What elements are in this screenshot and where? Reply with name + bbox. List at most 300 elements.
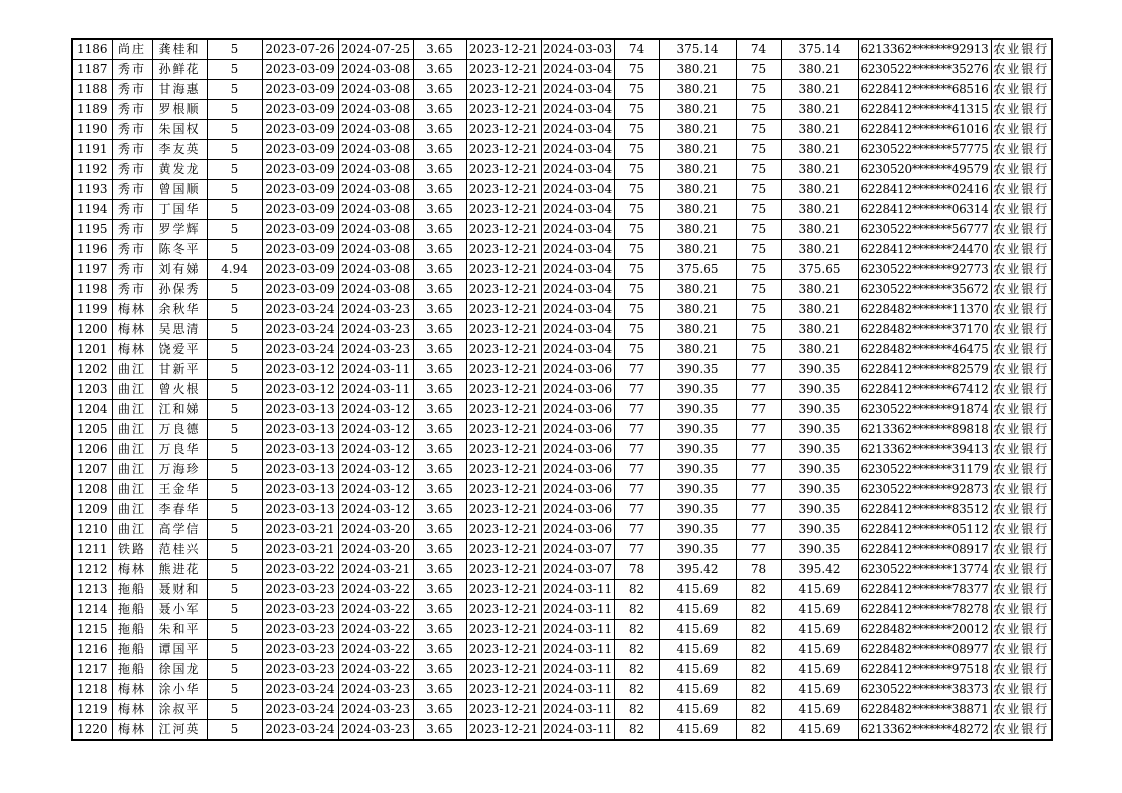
cell-interest2: 390.35 (781, 480, 858, 500)
cell-no: 1206 (72, 440, 112, 460)
cell-name: 余秋华 (152, 300, 207, 320)
cell-no: 1211 (72, 540, 112, 560)
cell-days2: 82 (736, 580, 781, 600)
cell-days2: 77 (736, 480, 781, 500)
cell-bank: 农业银行 (991, 400, 1052, 420)
cell-loan-end: 2024-03-23 (338, 720, 413, 741)
cell-no: 1188 (72, 80, 112, 100)
cell-town: 拖船 (112, 580, 152, 600)
cell-rate: 3.65 (413, 340, 466, 360)
cell-town: 秀市 (112, 80, 152, 100)
cell-account: 6228482*******38871 (858, 700, 991, 720)
table-row (72, 420, 1052, 440)
cell-loan-start: 2023-03-09 (262, 260, 338, 280)
cell-account: 6228482*******08977 (858, 640, 991, 660)
cell-rate: 3.65 (413, 380, 466, 400)
cell-int-start: 2023-12-21 (466, 100, 541, 120)
cell-int-start: 2023-12-21 (466, 640, 541, 660)
cell-interest2: 415.69 (781, 720, 858, 741)
cell-int-end: 2024-03-11 (541, 580, 614, 600)
cell-amount: 5 (207, 520, 262, 540)
cell-days: 77 (614, 360, 659, 380)
cell-days: 77 (614, 520, 659, 540)
cell-town: 秀市 (112, 60, 152, 80)
table-row (72, 120, 1052, 140)
cell-interest: 415.69 (659, 640, 736, 660)
cell-no: 1193 (72, 180, 112, 200)
cell-no: 1209 (72, 500, 112, 520)
cell-loan-end: 2024-03-08 (338, 100, 413, 120)
cell-rate: 3.65 (413, 220, 466, 240)
cell-loan-end: 2024-03-12 (338, 400, 413, 420)
table-row (72, 600, 1052, 620)
cell-loan-start: 2023-03-23 (262, 620, 338, 640)
cell-loan-end: 2024-03-08 (338, 200, 413, 220)
cell-interest: 380.21 (659, 220, 736, 240)
cell-days2: 75 (736, 320, 781, 340)
cell-name: 聂财和 (152, 580, 207, 600)
cell-town: 拖船 (112, 620, 152, 640)
cell-int-end: 2024-03-11 (541, 620, 614, 640)
cell-loan-start: 2023-03-09 (262, 240, 338, 260)
cell-bank: 农业银行 (991, 620, 1052, 640)
cell-days: 82 (614, 580, 659, 600)
cell-bank: 农业银行 (991, 60, 1052, 80)
cell-town: 秀市 (112, 240, 152, 260)
loan-interest-table (71, 38, 1053, 741)
cell-interest: 380.21 (659, 340, 736, 360)
cell-interest: 390.35 (659, 380, 736, 400)
cell-int-end: 2024-03-04 (541, 160, 614, 180)
cell-account: 6228412*******41315 (858, 100, 991, 120)
cell-rate: 3.65 (413, 240, 466, 260)
cell-no: 1218 (72, 680, 112, 700)
cell-amount: 5 (207, 80, 262, 100)
cell-interest2: 415.69 (781, 660, 858, 680)
cell-interest: 415.69 (659, 660, 736, 680)
cell-interest: 415.69 (659, 680, 736, 700)
cell-name: 刘有娣 (152, 260, 207, 280)
cell-town: 梅林 (112, 680, 152, 700)
cell-bank: 农业银行 (991, 360, 1052, 380)
table-row (72, 160, 1052, 180)
cell-days2: 82 (736, 720, 781, 741)
cell-days2: 75 (736, 220, 781, 240)
cell-days: 82 (614, 600, 659, 620)
cell-interest: 390.35 (659, 500, 736, 520)
cell-int-start: 2023-12-21 (466, 660, 541, 680)
cell-rate: 3.65 (413, 640, 466, 660)
cell-name: 徐国龙 (152, 660, 207, 680)
cell-amount: 5 (207, 500, 262, 520)
cell-days2: 77 (736, 420, 781, 440)
cell-days: 77 (614, 500, 659, 520)
cell-interest2: 415.69 (781, 600, 858, 620)
cell-interest: 390.35 (659, 400, 736, 420)
cell-bank: 农业银行 (991, 520, 1052, 540)
cell-int-end: 2024-03-06 (541, 520, 614, 540)
cell-loan-end: 2024-03-12 (338, 420, 413, 440)
cell-interest2: 380.21 (781, 140, 858, 160)
cell-amount: 5 (207, 200, 262, 220)
table-row (72, 380, 1052, 400)
table-row (72, 260, 1052, 280)
cell-name: 甘新平 (152, 360, 207, 380)
cell-account: 6230522*******35672 (858, 280, 991, 300)
cell-days: 75 (614, 140, 659, 160)
cell-days2: 75 (736, 160, 781, 180)
cell-int-start: 2023-12-21 (466, 680, 541, 700)
cell-rate: 3.65 (413, 360, 466, 380)
cell-interest2: 380.21 (781, 60, 858, 80)
cell-amount: 5 (207, 240, 262, 260)
cell-loan-end: 2024-03-11 (338, 360, 413, 380)
cell-days: 82 (614, 620, 659, 640)
cell-no: 1210 (72, 520, 112, 540)
cell-town: 秀市 (112, 260, 152, 280)
cell-int-start: 2023-12-21 (466, 200, 541, 220)
cell-name: 李友英 (152, 140, 207, 160)
cell-town: 秀市 (112, 280, 152, 300)
cell-no: 1201 (72, 340, 112, 360)
cell-account: 6228482*******46475 (858, 340, 991, 360)
cell-int-end: 2024-03-04 (541, 120, 614, 140)
table-row (72, 340, 1052, 360)
cell-int-end: 2024-03-06 (541, 380, 614, 400)
cell-int-start: 2023-12-21 (466, 60, 541, 80)
cell-interest: 375.65 (659, 260, 736, 280)
cell-no: 1204 (72, 400, 112, 420)
cell-interest: 415.69 (659, 720, 736, 741)
cell-loan-end: 2024-03-12 (338, 480, 413, 500)
cell-account: 6228412*******82579 (858, 360, 991, 380)
cell-rate: 3.65 (413, 180, 466, 200)
cell-loan-end: 2024-03-23 (338, 320, 413, 340)
cell-days2: 77 (736, 400, 781, 420)
cell-name: 谭国平 (152, 640, 207, 660)
cell-loan-end: 2024-03-08 (338, 220, 413, 240)
cell-loan-start: 2023-07-26 (262, 39, 338, 60)
cell-amount: 5 (207, 100, 262, 120)
cell-int-end: 2024-03-06 (541, 440, 614, 460)
cell-interest2: 380.21 (781, 340, 858, 360)
cell-interest2: 415.69 (781, 580, 858, 600)
cell-town: 尚庄 (112, 39, 152, 60)
cell-int-end: 2024-03-04 (541, 140, 614, 160)
cell-int-start: 2023-12-21 (466, 480, 541, 500)
cell-rate: 3.65 (413, 200, 466, 220)
cell-loan-start: 2023-03-24 (262, 340, 338, 360)
cell-no: 1198 (72, 280, 112, 300)
cell-town: 秀市 (112, 220, 152, 240)
cell-town: 曲江 (112, 380, 152, 400)
cell-amount: 5 (207, 460, 262, 480)
table-row (72, 460, 1052, 480)
cell-no: 1215 (72, 620, 112, 640)
cell-town: 曲江 (112, 440, 152, 460)
cell-int-end: 2024-03-04 (541, 260, 614, 280)
cell-days: 75 (614, 340, 659, 360)
cell-interest: 380.21 (659, 200, 736, 220)
cell-bank: 农业银行 (991, 260, 1052, 280)
cell-loan-end: 2024-03-08 (338, 240, 413, 260)
cell-name: 万良华 (152, 440, 207, 460)
cell-name: 朱国权 (152, 120, 207, 140)
cell-interest2: 415.69 (781, 680, 858, 700)
cell-int-start: 2023-12-21 (466, 440, 541, 460)
cell-loan-start: 2023-03-24 (262, 680, 338, 700)
cell-int-start: 2023-12-21 (466, 420, 541, 440)
cell-interest2: 380.21 (781, 320, 858, 340)
cell-interest2: 380.21 (781, 200, 858, 220)
cell-no: 1213 (72, 580, 112, 600)
cell-rate: 3.65 (413, 320, 466, 340)
table-row (72, 500, 1052, 520)
cell-interest2: 380.21 (781, 80, 858, 100)
cell-bank: 农业银行 (991, 140, 1052, 160)
cell-days2: 82 (736, 640, 781, 660)
cell-name: 黄发龙 (152, 160, 207, 180)
cell-amount: 5 (207, 340, 262, 360)
cell-days: 75 (614, 180, 659, 200)
cell-amount: 5 (207, 700, 262, 720)
cell-int-start: 2023-12-21 (466, 260, 541, 280)
cell-town: 梅林 (112, 300, 152, 320)
cell-interest: 390.35 (659, 420, 736, 440)
table-row (72, 200, 1052, 220)
cell-int-start: 2023-12-21 (466, 520, 541, 540)
cell-interest: 415.69 (659, 600, 736, 620)
cell-town: 梅林 (112, 340, 152, 360)
cell-int-end: 2024-03-07 (541, 540, 614, 560)
cell-loan-end: 2024-03-08 (338, 60, 413, 80)
cell-loan-end: 2024-03-12 (338, 440, 413, 460)
cell-no: 1191 (72, 140, 112, 160)
cell-days: 75 (614, 260, 659, 280)
cell-rate: 3.65 (413, 580, 466, 600)
cell-account: 6230522*******91874 (858, 400, 991, 420)
cell-days2: 75 (736, 100, 781, 120)
cell-interest2: 390.35 (781, 460, 858, 480)
cell-int-end: 2024-03-04 (541, 220, 614, 240)
cell-int-end: 2024-03-06 (541, 420, 614, 440)
cell-int-end: 2024-03-06 (541, 480, 614, 500)
cell-loan-start: 2023-03-13 (262, 460, 338, 480)
cell-amount: 5 (207, 220, 262, 240)
cell-rate: 3.65 (413, 500, 466, 520)
cell-days: 77 (614, 440, 659, 460)
table-row (72, 440, 1052, 460)
cell-days2: 77 (736, 520, 781, 540)
cell-bank: 农业银行 (991, 300, 1052, 320)
cell-int-end: 2024-03-11 (541, 600, 614, 620)
table-row (72, 720, 1052, 741)
cell-interest: 390.35 (659, 460, 736, 480)
cell-amount: 5 (207, 280, 262, 300)
cell-no: 1208 (72, 480, 112, 500)
cell-loan-end: 2024-03-08 (338, 260, 413, 280)
cell-int-start: 2023-12-21 (466, 620, 541, 640)
cell-int-start: 2023-12-21 (466, 140, 541, 160)
cell-days2: 75 (736, 260, 781, 280)
cell-interest2: 380.21 (781, 280, 858, 300)
cell-interest2: 375.14 (781, 39, 858, 60)
cell-amount: 5 (207, 360, 262, 380)
cell-int-start: 2023-12-21 (466, 39, 541, 60)
cell-int-end: 2024-03-04 (541, 60, 614, 80)
cell-interest2: 390.35 (781, 440, 858, 460)
cell-int-end: 2024-03-11 (541, 700, 614, 720)
cell-name: 曾国顺 (152, 180, 207, 200)
cell-town: 梅林 (112, 320, 152, 340)
cell-account: 6228412*******02416 (858, 180, 991, 200)
cell-days: 75 (614, 300, 659, 320)
cell-interest: 390.35 (659, 520, 736, 540)
cell-days2: 77 (736, 500, 781, 520)
cell-amount: 5 (207, 140, 262, 160)
cell-account: 6230522*******13774 (858, 560, 991, 580)
cell-loan-end: 2024-03-08 (338, 160, 413, 180)
cell-bank: 农业银行 (991, 440, 1052, 460)
cell-rate: 3.65 (413, 440, 466, 460)
cell-account: 6228412*******24470 (858, 240, 991, 260)
cell-account: 6228412*******68516 (858, 80, 991, 100)
cell-amount: 5 (207, 600, 262, 620)
cell-account: 6230522*******92873 (858, 480, 991, 500)
cell-name: 江河英 (152, 720, 207, 741)
table-row (72, 180, 1052, 200)
cell-days2: 82 (736, 660, 781, 680)
cell-loan-end: 2024-03-22 (338, 580, 413, 600)
cell-interest2: 380.21 (781, 240, 858, 260)
cell-no: 1205 (72, 420, 112, 440)
cell-town: 曲江 (112, 460, 152, 480)
cell-account: 6228412*******78278 (858, 600, 991, 620)
cell-amount: 5 (207, 720, 262, 741)
cell-town: 拖船 (112, 660, 152, 680)
cell-int-start: 2023-12-21 (466, 380, 541, 400)
cell-bank: 农业银行 (991, 320, 1052, 340)
cell-rate: 3.65 (413, 160, 466, 180)
cell-days2: 82 (736, 680, 781, 700)
cell-interest: 390.35 (659, 360, 736, 380)
cell-int-end: 2024-03-03 (541, 39, 614, 60)
cell-name: 罗学辉 (152, 220, 207, 240)
cell-int-start: 2023-12-21 (466, 500, 541, 520)
cell-account: 6228412*******05112 (858, 520, 991, 540)
table-row (72, 480, 1052, 500)
cell-days: 75 (614, 240, 659, 260)
table-row (72, 39, 1052, 60)
cell-name: 万海珍 (152, 460, 207, 480)
cell-days2: 77 (736, 360, 781, 380)
cell-amount: 5 (207, 180, 262, 200)
table-row (72, 140, 1052, 160)
table-row (72, 700, 1052, 720)
cell-rate: 3.65 (413, 480, 466, 500)
cell-int-end: 2024-03-07 (541, 560, 614, 580)
cell-int-start: 2023-12-21 (466, 320, 541, 340)
cell-days: 77 (614, 380, 659, 400)
cell-amount: 5 (207, 680, 262, 700)
cell-no: 1197 (72, 260, 112, 280)
table-row (72, 540, 1052, 560)
cell-interest: 380.21 (659, 60, 736, 80)
table-row (72, 300, 1052, 320)
table-body (72, 39, 1052, 740)
cell-account: 6230522*******56777 (858, 220, 991, 240)
cell-int-end: 2024-03-06 (541, 500, 614, 520)
cell-loan-end: 2024-03-08 (338, 140, 413, 160)
cell-town: 秀市 (112, 140, 152, 160)
cell-town: 曲江 (112, 480, 152, 500)
cell-loan-end: 2024-03-23 (338, 340, 413, 360)
cell-days2: 82 (736, 600, 781, 620)
cell-days: 77 (614, 420, 659, 440)
cell-loan-end: 2024-03-20 (338, 520, 413, 540)
cell-bank: 农业银行 (991, 220, 1052, 240)
cell-interest2: 380.21 (781, 120, 858, 140)
cell-int-end: 2024-03-04 (541, 200, 614, 220)
cell-name: 涂小华 (152, 680, 207, 700)
cell-amount: 5 (207, 60, 262, 80)
cell-int-end: 2024-03-06 (541, 460, 614, 480)
cell-loan-end: 2024-03-08 (338, 280, 413, 300)
cell-account: 6230520*******49579 (858, 160, 991, 180)
cell-days2: 77 (736, 540, 781, 560)
cell-loan-start: 2023-03-09 (262, 140, 338, 160)
cell-days2: 75 (736, 120, 781, 140)
cell-int-end: 2024-03-06 (541, 360, 614, 380)
cell-bank: 农业银行 (991, 460, 1052, 480)
cell-days2: 78 (736, 560, 781, 580)
cell-name: 甘海惠 (152, 80, 207, 100)
cell-interest2: 390.35 (781, 540, 858, 560)
cell-interest: 380.21 (659, 280, 736, 300)
cell-loan-end: 2024-03-08 (338, 120, 413, 140)
cell-name: 孙鲜花 (152, 60, 207, 80)
cell-interest2: 390.35 (781, 400, 858, 420)
cell-days: 75 (614, 220, 659, 240)
cell-int-start: 2023-12-21 (466, 80, 541, 100)
cell-no: 1195 (72, 220, 112, 240)
cell-days2: 75 (736, 60, 781, 80)
cell-int-start: 2023-12-21 (466, 400, 541, 420)
cell-interest2: 415.69 (781, 640, 858, 660)
cell-amount: 5 (207, 620, 262, 640)
cell-account: 6228412*******08917 (858, 540, 991, 560)
cell-account: 6230522*******38373 (858, 680, 991, 700)
cell-name: 朱和平 (152, 620, 207, 640)
cell-town: 梅林 (112, 700, 152, 720)
cell-loan-start: 2023-03-09 (262, 120, 338, 140)
cell-interest: 375.14 (659, 39, 736, 60)
cell-loan-start: 2023-03-13 (262, 500, 338, 520)
cell-interest: 415.69 (659, 700, 736, 720)
cell-rate: 3.65 (413, 460, 466, 480)
cell-amount: 5 (207, 400, 262, 420)
cell-bank: 农业银行 (991, 680, 1052, 700)
cell-no: 1200 (72, 320, 112, 340)
cell-town: 秀市 (112, 100, 152, 120)
cell-rate: 3.65 (413, 660, 466, 680)
cell-loan-end: 2024-03-21 (338, 560, 413, 580)
cell-name: 高学信 (152, 520, 207, 540)
cell-rate: 3.65 (413, 260, 466, 280)
cell-amount: 5 (207, 660, 262, 680)
cell-name: 王金华 (152, 480, 207, 500)
cell-days2: 74 (736, 39, 781, 60)
